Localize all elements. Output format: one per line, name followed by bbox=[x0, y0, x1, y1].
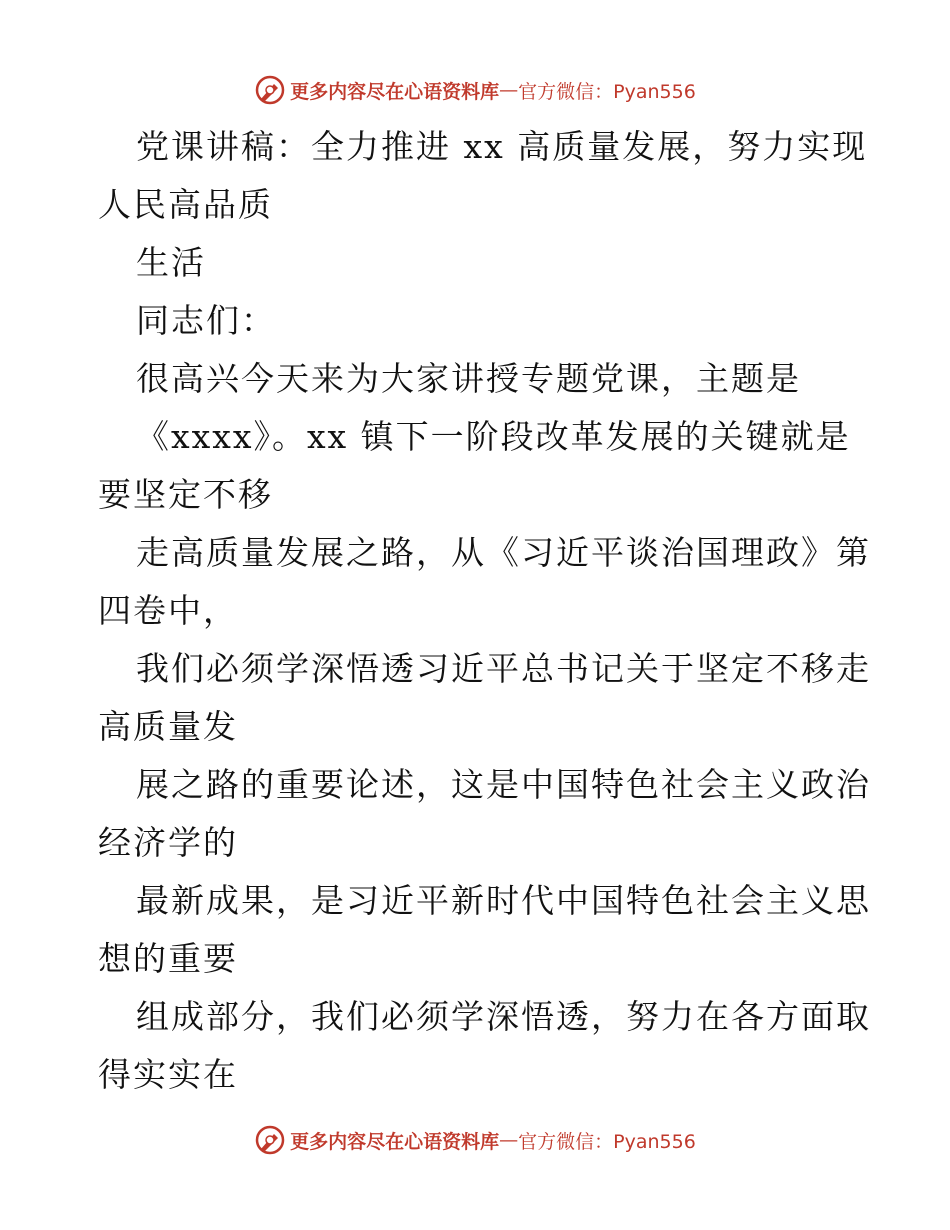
text-line: 生活 bbox=[136, 243, 206, 282]
text-line: 要坚定不移 bbox=[98, 475, 273, 514]
text-line: 最新成果，是习近平新时代中国特色社会主义思 bbox=[136, 881, 871, 920]
text-line: 四卷中， bbox=[98, 591, 238, 630]
text-line: 《xxxx》。xx 镇下一阶段改革发展的关键就是 bbox=[136, 417, 851, 456]
text-line: 想的重要 bbox=[98, 939, 238, 978]
text-line: 很高兴今天来为大家讲授专题党课，主题是 bbox=[136, 359, 801, 398]
text-line: 我们必须学深悟透习近平总书记关于坚定不移走 bbox=[136, 649, 871, 688]
footer-text: 更多内容尽在心语资料库 bbox=[290, 1130, 500, 1153]
text-line: 经济学的 bbox=[98, 823, 238, 862]
pen-logo-icon bbox=[254, 74, 286, 106]
header-wechat: 官方微信：Pyan556 bbox=[518, 80, 696, 103]
text-line: 同志们： bbox=[136, 301, 276, 340]
footer-wechat: 官方微信：Pyan556 bbox=[518, 1130, 696, 1153]
text-line: 走高质量发展之路，从《习近平谈治国理政》第 bbox=[136, 533, 871, 572]
text-line: 党课讲稿：全力推进 xx 高质量发展，努力实现 bbox=[136, 127, 868, 166]
text-line: 高质量发 bbox=[98, 707, 238, 746]
pen-logo-icon bbox=[254, 1124, 286, 1156]
text-line: 人民高品质 bbox=[98, 185, 273, 224]
text-line: 得实实在 bbox=[98, 1055, 238, 1094]
header-banner bbox=[0, 70, 950, 110]
footer-banner bbox=[0, 1120, 950, 1160]
header-separator: — bbox=[499, 79, 519, 101]
footer-separator: — bbox=[499, 1129, 519, 1151]
document-body bbox=[98, 118, 871, 1104]
text-line: 展之路的重要论述，这是中国特色社会主义政治 bbox=[136, 765, 871, 804]
header-text: 更多内容尽在心语资料库 bbox=[290, 80, 500, 103]
text-line: 组成部分，我们必须学深悟透，努力在各方面取 bbox=[136, 997, 871, 1036]
